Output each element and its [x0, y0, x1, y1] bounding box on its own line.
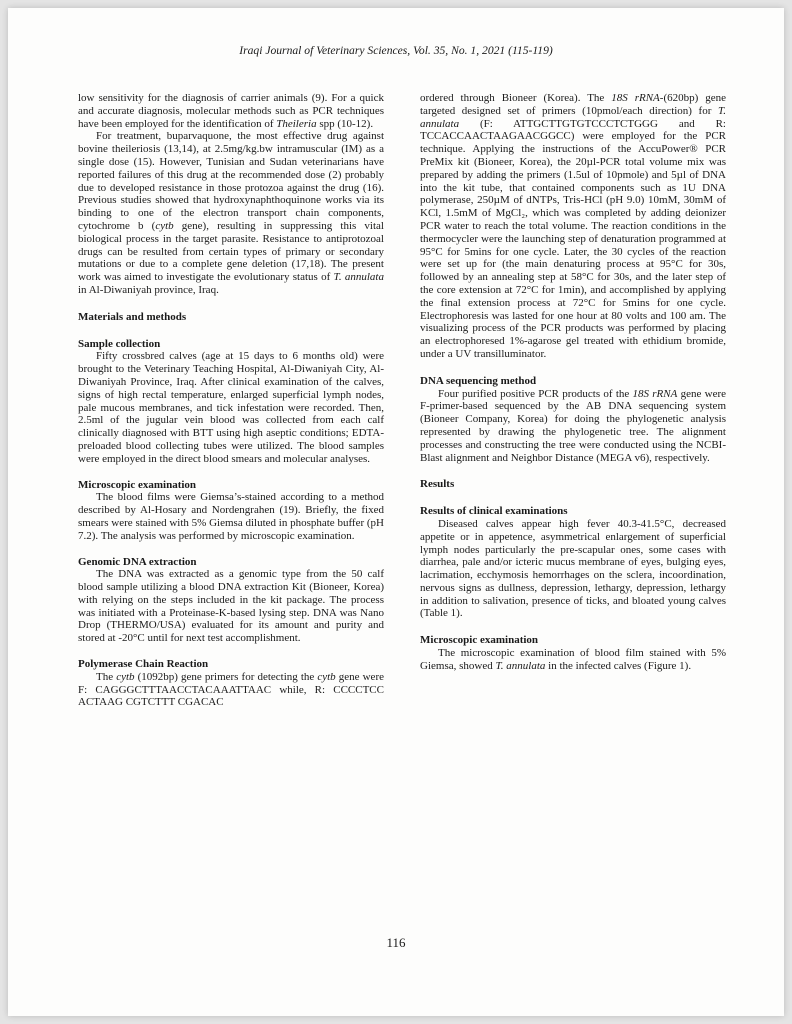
paragraph: The DNA was extracted as a genomic type from the 50 calf blood sample utilizing a blood DNA extraction Kit (Bioneer, Korea) with relying on the steps included in the kit package. The process was initiated with a Proteinase-K-based lysing step. DNA was Nano Drop (THERMO/USA) evaluated for its amount and purity and stored at -20°C until for next test accomplishment. — [78, 568, 384, 645]
subheading-microscopic-examination: Microscopic examination — [420, 634, 539, 647]
right-column — [420, 92, 726, 673]
section-heading-materials: Materials and methods — [78, 310, 187, 323]
running-header: Iraqi Journal of Veterinary Sciences, Vol. 35, No. 1, 2021 (115-119) — [239, 44, 553, 57]
page-number: 116 — [386, 935, 406, 950]
paragraph: Four purified positive PCR products of the 18S rRNA gene were F-primer-based sequenced by the AB DNA sequencing system (Bioneer Company, Korea) for doing the phylogenetic analysis represented by drawing the phylogenetic tree. The alignment processes and constructing the tree were conducted using the NCBI-Blast alignment and Neighbor Distance (MEGA v6), respectively. — [420, 387, 726, 464]
left-column — [78, 92, 384, 709]
subheading-sample-collection: Sample collection — [78, 337, 161, 350]
paragraph: The blood films were Giemsa’s-stained according to a method described by Al-Hosary and Nordengrahen (19). Briefly, the fixed smears were stained with 5% Giemsa diluted in phosphate buffer (pH 7.2). The analysis was performed by microscopic examination. — [78, 491, 384, 542]
section-heading-results: Results — [420, 478, 455, 491]
paragraph: low sensitivity for the diagnosis of carrier animals (9). For a quick and accurate diagnosis, molecular methods such as PCR techniques have been employed for the identification of Theileria spp (10-12). — [78, 92, 384, 130]
subheading-clinical-results: Results of clinical examinations — [420, 505, 568, 518]
subheading-pcr: Polymerase Chain Reaction — [78, 658, 209, 671]
paragraph: The cytb (1092bp) gene primers for detecting the cytb gene were F: CAGGGCTTTAACCTACAAATTAAC while, R: CCCCTCC ACTAAG CGTCTTT CGACAC — [78, 670, 384, 709]
paragraph: Fifty crossbred calves (age at 15 days to 6 months old) were brought to the Veterinary Teaching Hospital, Al-Diwaniyah City, Al-Diwaniyah Province, Iraq. After clinical examination of the calves, signs of high rectal temperature, enlarged superficial lymph nodes, pale mucous membranes, and tick infestation were recorded. Then, 2.5ml of the jugular vein blood was collected from each calf clinically diagnosed with BTT using high aseptic conditions; EDTA-preloaded blood collecting tubes were utilized. The blood samples were employed in the direct blood smears and molecular analyses. — [78, 350, 384, 465]
paragraph: Diseased calves appear high fever 40.3-41.5°C, decreased appetite or in appetence, asymmetrical enlargement of superficial lymph nodes particularly the pre-scapular ones, some cases with diarrhea, pale and/or icteric mucus membrane of eyes, bulging eyes, lacrimation, ecchymosis hemorrhages on the sclera, incoordination, nervous signs as dullness, depression, lethargy, depression, lethargy in addition to salivation, presence of ticks, and bloated young calves (Table 1). — [420, 517, 726, 620]
paragraph: ordered through Bioneer (Korea). The 18S rRNA-(620bp) gene targeted designed set of primers (10pmol/each direction) for T. annulata (F: ATTGCTTGTGTCCCTCTGGG and R: TCCACCAACTAAGAACGGCC) were employed for the PCR technique. Applying the instructions of the AccuPower® PCR PreMix kit (Bioneer, Korea), the 20µl-PCR total volume mix was prepared by adding the primers (1.5ul of 10pmole) and 5µl of DNA into the kit tube, that contained components such as 1U DNA polymerase, 250µM of dNTPs, Tris-HCl (pH 9.0) 10mM, 30mM of KCl, 1.5mM of MgCl₂, which was completed by adding deionizer PCR water to reach the total volume. The reaction conditions in the thermocycler were the launching step of denaturation programmed at 95°C for 5mins for one cycle. Later, the 30 cycles of the reaction were set up for (the main denaturing process at 95°C for 30s, followed by an annealing step at 58°C for 30s, and the later step of the core extension at 72°C for 1min), and accomplished by applying the final extension process at 72°C for 5mins for one cycle. Electrophoresis was lasted for one hour at 80 volts and 100 am. The visualizing process of the PCR products was performed by placing an electrophoresed 1%-agarose gel treated with ethidium bromide, under a UV transilluminator. — [420, 92, 726, 360]
paragraph: For treatment, buparvaquone, the most effective drug against bovine theileriosis (13,14), at 2.5mg/kg.bw intramuscular (IM) as a single dose (15). However, Tunisian and Sudan veterinarians have reported failures of this drug at the recommended dose (2) probably due to developed resistance in those protozoa against the drug (16). Previous studies showed that hydroxynaphthoquinone works via its binding to one of the electron transport chain components, cytochrome b (cytb gene), resulting in suppressing this vital biological process in the target parasite. Resistance to antiprotozoal drugs can be resulted from certain types of primary or secondary mutations or due to a complete gene deletion (17,18). The present work was aimed to investigate the evolutionary status of T. annulata in Al-Diwaniyah province, Iraq. — [78, 130, 384, 296]
subheading-genomic-dna: Genomic DNA extraction — [78, 555, 197, 568]
subheading-dna-sequencing: DNA sequencing method — [420, 374, 537, 387]
paragraph: The microscopic examination of blood film stained with 5% Giemsa, showed T. annulata in the infected calves (Figure 1). — [420, 647, 726, 672]
subheading-microscopic-examination: Microscopic examination — [78, 478, 197, 491]
